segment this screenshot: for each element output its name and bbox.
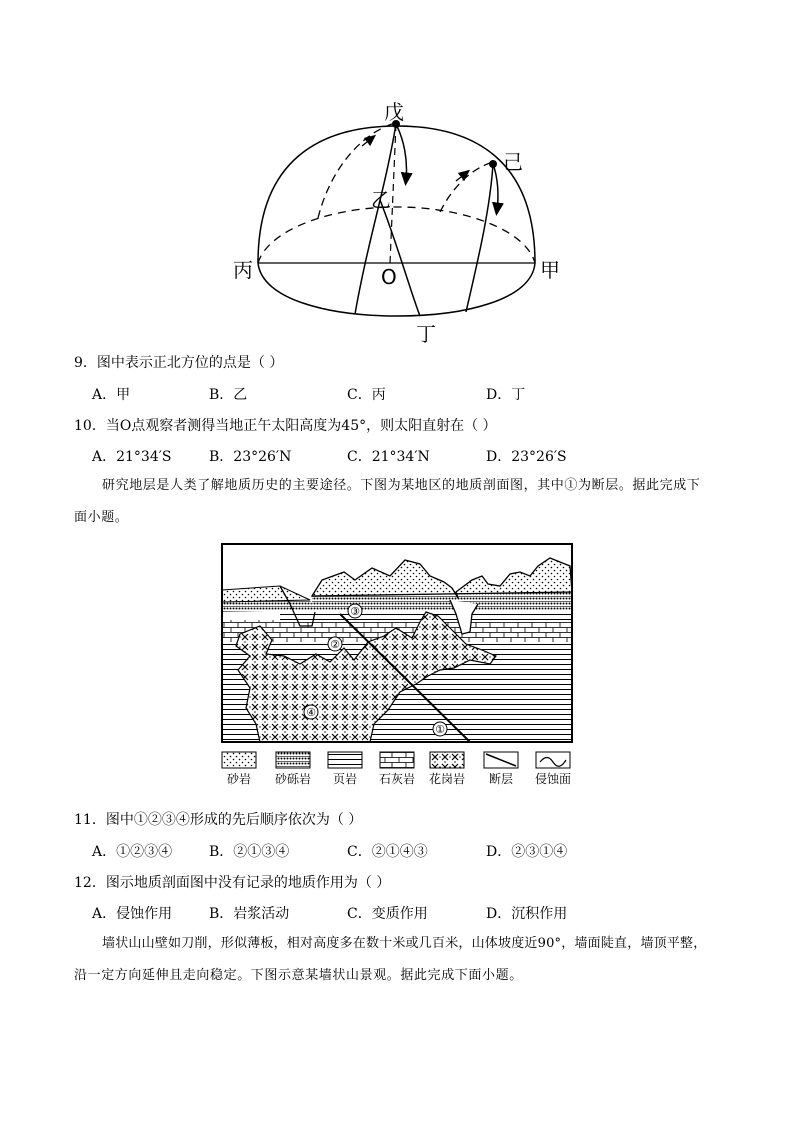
question-11-stem: 11．图中①②③④形成的先后顺序依次为（ ）: [74, 812, 363, 828]
q9-option-b[interactable]: B．乙: [209, 387, 248, 403]
q11-option-d[interactable]: D．②③①④: [486, 844, 568, 860]
label-ji: 己: [503, 150, 523, 174]
label-ding: 丁: [416, 322, 436, 346]
sun-path-center: [380, 200, 420, 316]
legend-label-conglomerate: 砂砾岩: [274, 772, 311, 786]
celestial-sphere-figure: [225, 90, 565, 350]
legend-granite-swatch: [430, 752, 464, 768]
sun-path-right: [466, 164, 493, 312]
marker-1-text: ①: [435, 723, 445, 736]
horizon-back: [258, 207, 535, 263]
marker-3-text: ③: [350, 605, 360, 618]
legend-fault-swatch: [484, 752, 518, 768]
passage-1-line-1: 研究地层是人类了解地质历史的主要途径。下图为某地区的地质剖面图，其中①为断层。据此完成下: [102, 478, 701, 493]
arrow-left-dash: [362, 138, 372, 146]
marker-4: [304, 705, 318, 719]
legend-shale-swatch: [328, 752, 362, 768]
sun-path-left-down: [396, 124, 407, 180]
sun-path-right-down: [493, 164, 498, 210]
label-o: O: [381, 265, 397, 289]
sun-path-right-dashed: [440, 163, 490, 212]
legend-limestone-swatch: [380, 752, 414, 768]
q10-option-b[interactable]: B．23°26′N: [209, 449, 292, 465]
legend-erosion-swatch: [536, 752, 570, 768]
marker-2-text: ②: [330, 638, 340, 651]
dome-outline: [258, 126, 535, 263]
label-yi: 乙: [371, 188, 391, 212]
legend-label-limestone: 石灰岩: [378, 772, 415, 786]
q12-option-a[interactable]: A．侵蚀作用: [92, 906, 173, 922]
marker-1: [433, 722, 447, 736]
question-9-stem: 9．图中表示正北方位的点是（ ）: [74, 355, 284, 371]
q9-option-a[interactable]: A．甲: [92, 387, 131, 403]
q12-option-c[interactable]: C．变质作用: [347, 906, 428, 922]
marker-3: [348, 604, 362, 618]
legend-label-shale: 页岩: [332, 772, 357, 786]
q10-option-d[interactable]: D．23°26′S: [486, 449, 567, 465]
label-bing: 丙: [233, 258, 253, 282]
q11-option-c[interactable]: C．②①④③: [347, 844, 428, 860]
marker-2: [328, 637, 342, 651]
point-ji: [489, 160, 497, 168]
label-wu: 戊: [384, 100, 404, 124]
q12-option-b[interactable]: B．岩浆活动: [209, 906, 290, 922]
legend-conglomerate-swatch: [276, 752, 310, 768]
legend-label-fault: 断层: [488, 772, 513, 786]
arrow-right-dash: [456, 173, 466, 181]
question-12-stem: 12．图示地质剖面图中没有记录的地质作用为（ ）: [74, 875, 391, 891]
passage-2-line-2: 沿一定方向延伸且走向稳定。下图示意某墙状山景观。据此完成下面小题。: [74, 968, 523, 983]
legend-label-sandstone: 砂岩: [226, 772, 251, 786]
passage-2-line-1: 墙状山山壁如刀削，形似薄板，相对高度多在数十米或几百米，山体坡度近90°，墙面陡直，墙顶平整，: [102, 936, 707, 951]
q11-option-b[interactable]: B．②①③④: [209, 844, 290, 860]
legend-label-erosion: 侵蚀面: [534, 772, 571, 786]
q11-option-a[interactable]: A．①②③④: [92, 844, 173, 860]
q10-option-a[interactable]: A．21°34′S: [92, 449, 172, 465]
label-jia: 甲: [540, 258, 560, 282]
marker-4-text: ④: [306, 706, 316, 719]
geologic-section-figure: [220, 542, 576, 792]
legend-label-granite: 花岗岩: [428, 772, 465, 786]
question-10-stem: 10．当O点观察者测得当地正午太阳高度为45°，则太阳直射在（ ）: [74, 418, 497, 434]
q12-option-d[interactable]: D．沉积作用: [486, 906, 568, 922]
legend-sandstone-swatch: [222, 752, 256, 768]
q9-option-d[interactable]: D．丁: [486, 387, 526, 403]
passage-1-line-2: 面小题。: [74, 510, 129, 525]
q10-option-c[interactable]: C．21°34′N: [347, 449, 430, 465]
q9-option-c[interactable]: C．丙: [347, 387, 386, 403]
